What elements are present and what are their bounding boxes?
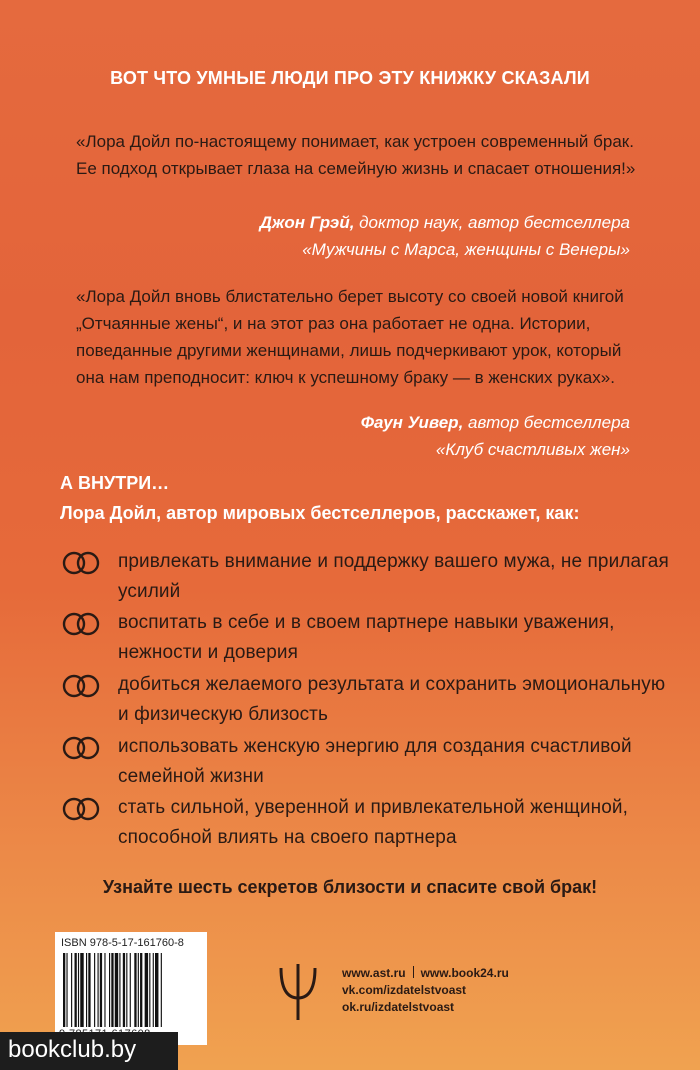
quote-2-text: «Лора Дойл вновь блистательно берет высоту со своей новой книгой „Отчаянные жены“, и на этот раз она работает не одна. Истории, поведанные другими женщинами, лишь подчеркивают урок, который она нам преподносит: ключ к успешному браку — в женских руках». [76, 287, 624, 387]
barcode-bar [71, 953, 72, 1027]
quote-1-book: «Мужчины с Марса, женщины с Венеры» [302, 240, 630, 259]
rings-icon [60, 673, 106, 699]
list-item-text: добиться желаемого результата и сохранить эмоциональную и физическую близость [118, 674, 666, 725]
barcode-bar [119, 953, 120, 1027]
barcode-bar [145, 953, 148, 1027]
barcode-bar [140, 953, 142, 1027]
barcode-bar [100, 953, 102, 1027]
barcode-bar [78, 953, 79, 1027]
list-item-text: воспитать в себе и в своем партнере навыки уважения, нежности и доверия [118, 612, 615, 663]
list-item-text: использовать женскую энергию для создания счастливой семейной жизни [118, 736, 632, 787]
quote-1-text: «Лора Дойл по-настоящему понимает, как устроен современный брак. Ее подход открывает глаза на семейную жизнь и спасает отношения!» [76, 132, 636, 178]
publisher-links [342, 965, 509, 1016]
barcode-bar [138, 953, 139, 1027]
barcode-bar [130, 953, 131, 1027]
barcode-bar [86, 953, 87, 1027]
divider [413, 966, 414, 978]
barcode-bar [149, 953, 150, 1027]
barcode-bars [61, 953, 201, 1027]
barcode-bar [80, 953, 83, 1027]
barcode-bar [155, 953, 158, 1027]
call-to-action: Узнайте шесть секретов близости и спасите свой брак! [102, 877, 598, 897]
barcode-bar [161, 953, 162, 1027]
inside-title: А ВНУТРИ… [60, 473, 170, 493]
barcode-bar [98, 953, 99, 1027]
quote-1-role: доктор наук, автор бестселлера [354, 213, 630, 232]
quote-1-author: Джон Грэй, [259, 213, 355, 232]
rings-icon [60, 796, 106, 822]
inside-intro: Лора Дойл, автор мировых бестселлеров, расскажет, как: [60, 503, 580, 523]
ok-link[interactable]: ok.ru/izdatelstvoast [342, 1000, 455, 1014]
site-book24-link[interactable]: www.book24.ru [420, 966, 509, 980]
barcode-bar [88, 953, 90, 1027]
rings-icon [60, 550, 106, 576]
barcode-bar [123, 953, 125, 1027]
barcode-bar [111, 953, 113, 1027]
vk-link[interactable]: vk.com/izdatelstvoast [342, 983, 467, 997]
quote-2-book: «Клуб счастливых жен» [435, 440, 630, 459]
barcode-bar [66, 953, 67, 1027]
quote-2-role: автор бестселлера [463, 413, 630, 432]
barcode-bar [94, 953, 95, 1027]
back-cover-heading: ВОТ ЧТО УМНЫЕ ЛЮДИ ПРО ЭТУ КНИЖКУ СКАЗАЛИ [110, 68, 590, 88]
barcode-bar [104, 953, 105, 1027]
barcode-bar [63, 953, 65, 1027]
rings-icon [60, 735, 106, 761]
barcode-bar [109, 953, 110, 1027]
site-ast-link[interactable]: www.ast.ru [342, 966, 406, 980]
barcode [55, 932, 207, 1045]
quote-2-author: Фаун Уивер, [360, 413, 464, 432]
list-item-text: стать сильной, уверенной и привлекательной женщиной, способной влиять на своего партнера [118, 797, 628, 848]
list-item-text: привлекать внимание и поддержку вашего мужа, не прилагая усилий [118, 551, 669, 602]
publisher-logo-icon [275, 962, 321, 1022]
isbn-text: ISBN 978-5-17-161760-8 [61, 937, 184, 949]
barcode-bar [115, 953, 118, 1027]
watermark-text: bookclub.by [8, 1036, 137, 1063]
barcode-bar [153, 953, 154, 1027]
quote-1-attribution [260, 209, 630, 263]
watermark-bar [0, 1032, 178, 1070]
barcode-bar [134, 953, 136, 1027]
barcode-bar [126, 953, 127, 1027]
barcode-bar [75, 953, 77, 1027]
quote-2-attribution [361, 409, 630, 463]
rings-icon [60, 611, 106, 637]
